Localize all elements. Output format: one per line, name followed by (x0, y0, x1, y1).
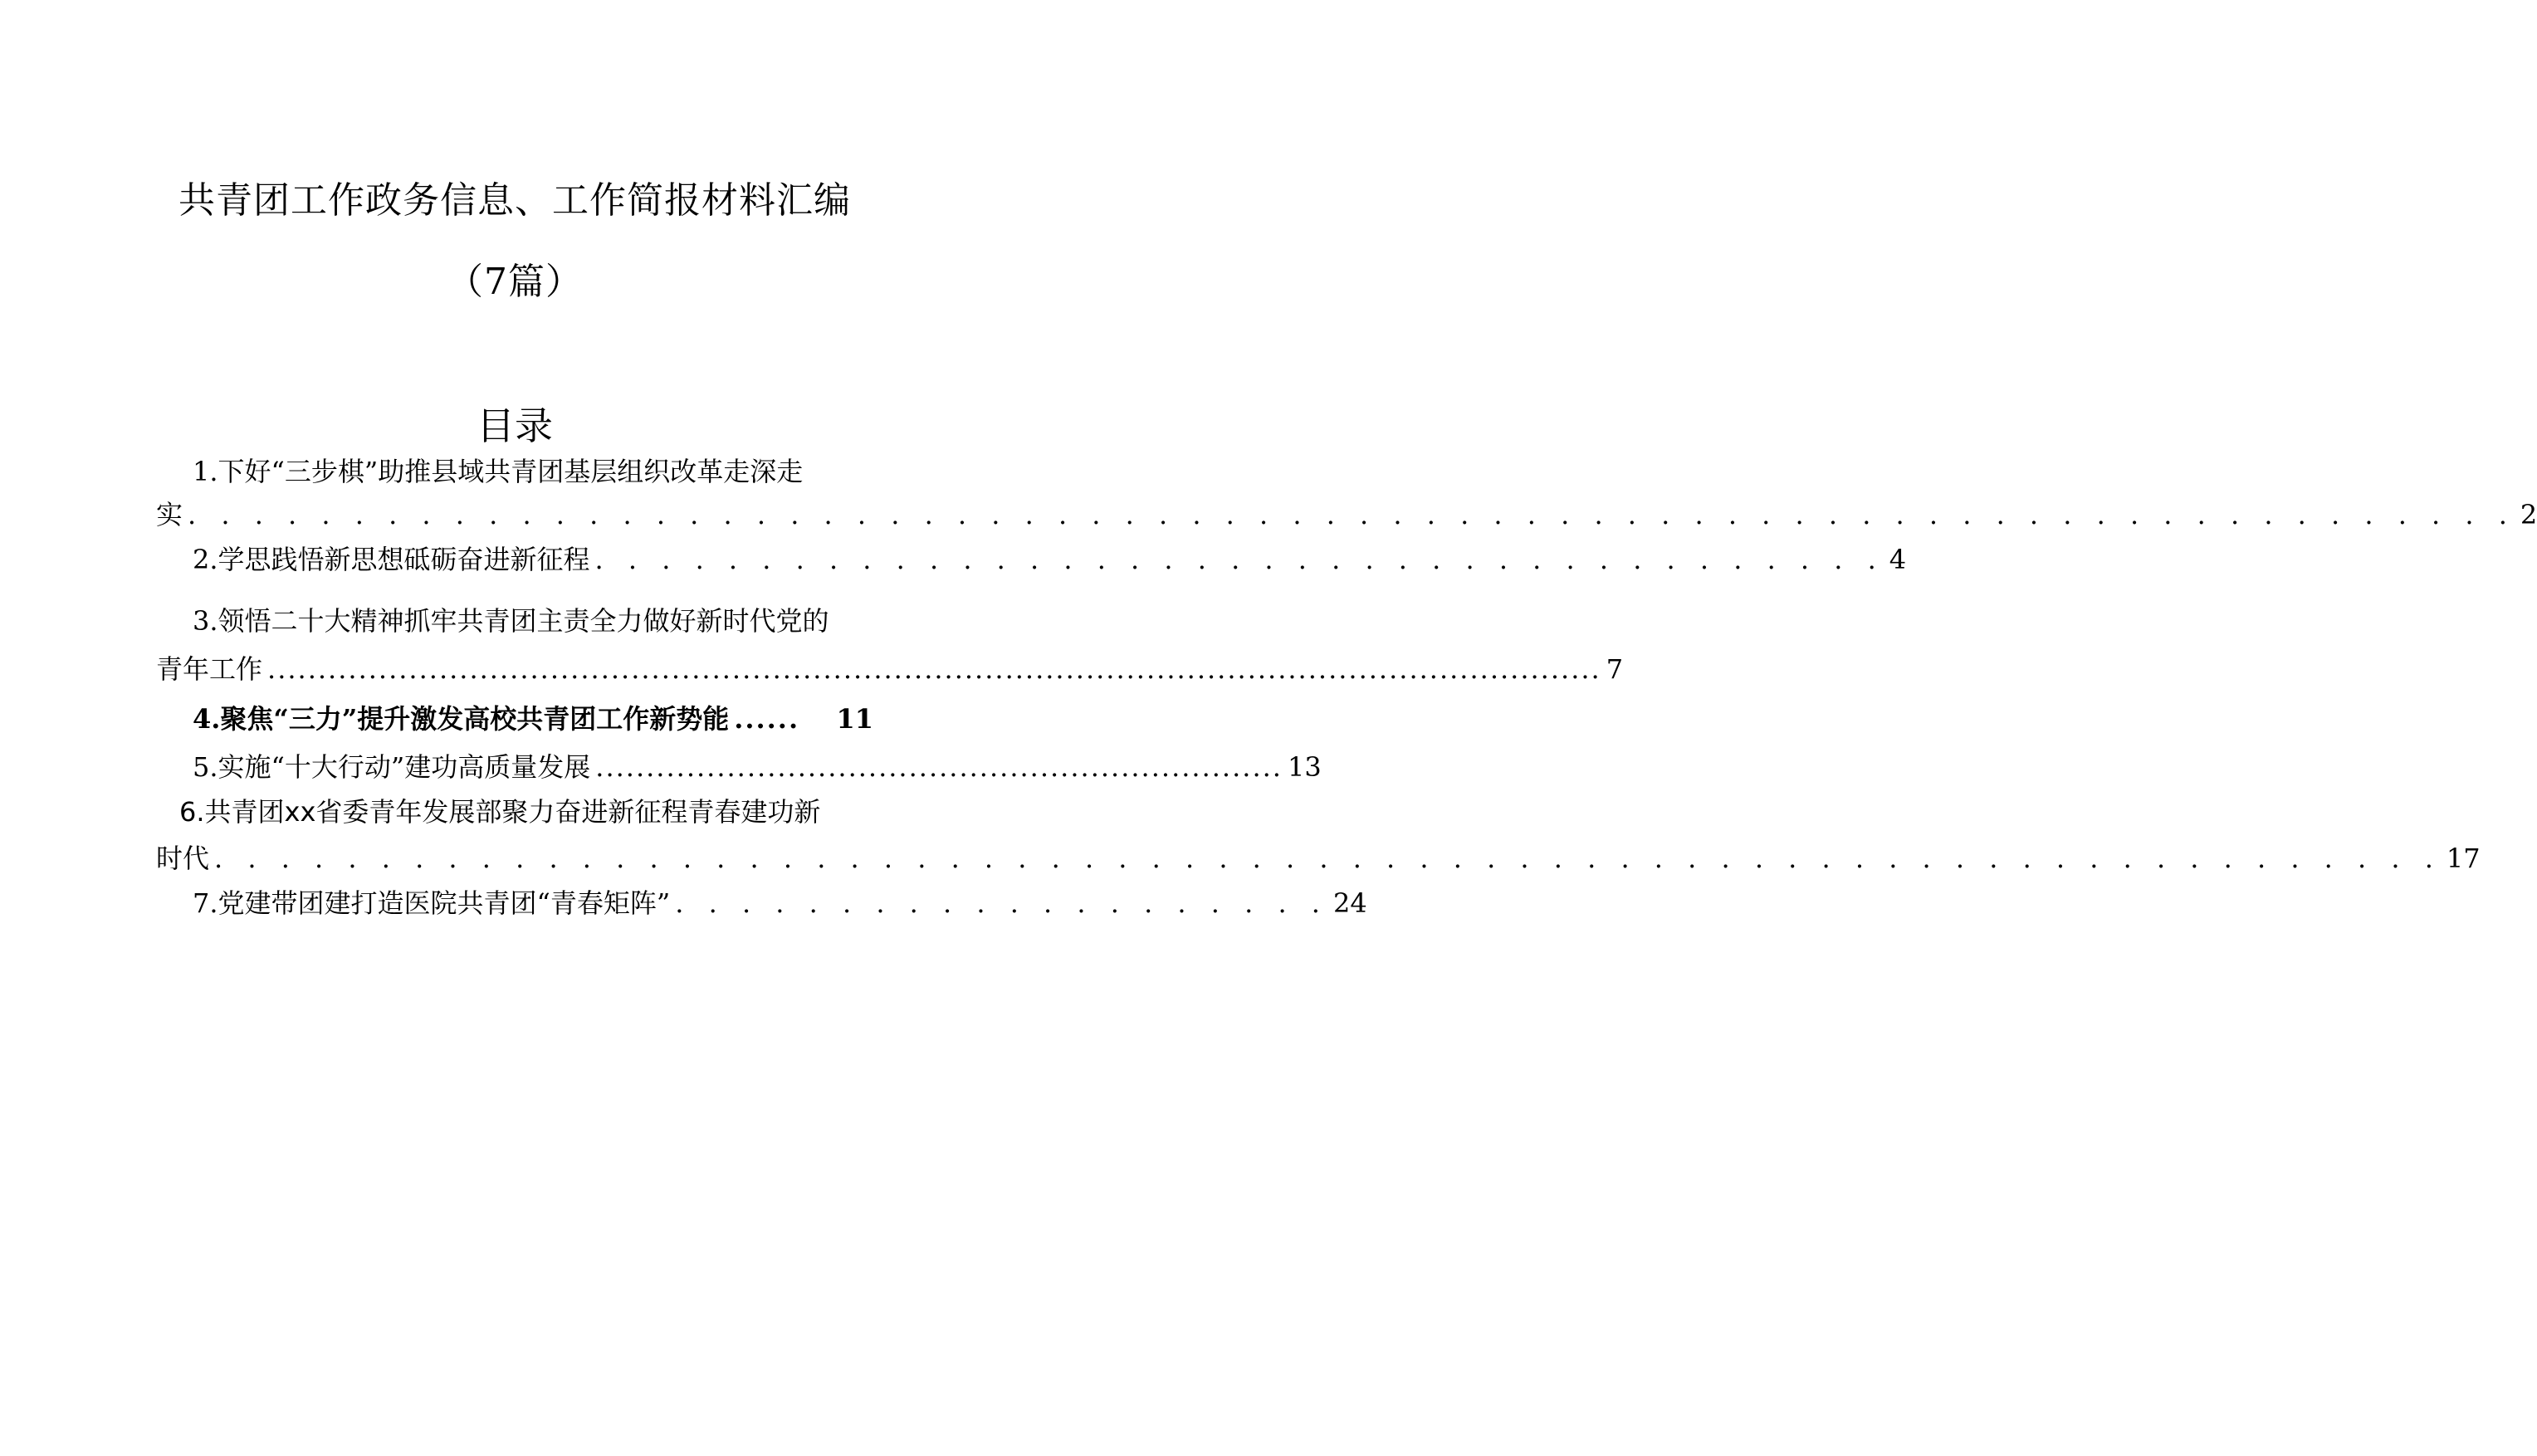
toc-entry-6-title: 6.共青团xx省委青年发展部聚力奋进新征程青春建功新 (179, 796, 821, 828)
toc-entry-2-leader: . . . . . . . . . . . . . . . . . . . . . . . . . . . . . . . . . . . . . . . (594, 544, 1884, 575)
toc-entry-3-title-continued: 青年工作 (156, 653, 263, 685)
document-title-count: （7篇） (447, 261, 583, 303)
toc-entry-6-leader: . . . . . . . . . . . . . . . . . . . . . . . . . . . . . . . . . . . . . . . . . . . . . . . . . . . . . . . . . . . . . . . . . . . (214, 843, 2442, 874)
toc-heading: 目录 (477, 403, 553, 448)
toc-entry-4-title: 4.聚焦“三力”提升激发高校共青团工作新势能 (193, 703, 730, 735)
toc-entry-7-leader: . . . . . . . . . . . . . . . . . . . . (675, 887, 1328, 919)
toc-entry-3-leader: .................................................................................................................................... (267, 653, 1601, 685)
toc-entry-6-page: 17 (2446, 843, 2481, 874)
document-title: 共青团工作政务信息、工作简报材料汇编 (178, 179, 851, 222)
toc-entry-7-title: 7.党建带团建打造医院共青团“青春矩阵” (193, 887, 671, 919)
toc-entry-1-title: 1.下好“三步棋”助推县域共青团基层组织改革走深走 (193, 456, 804, 487)
toc-entry-4-leader: ...... (734, 703, 800, 735)
toc-entry-2-title: 2.学思践悟新思想砥砺奋进新征程 (193, 544, 590, 575)
toc-entry-2-page: 4 (1889, 544, 1907, 575)
toc-entry-6-title-continued: 时代 (156, 843, 210, 874)
toc-entry-1-title-continued: 实 (156, 499, 183, 530)
toc-entry-5-page: 13 (1287, 751, 1322, 783)
toc-entry-5-title: 5.实施“十大行动”建功高质量发展 (193, 751, 591, 783)
toc-entry-1-leader: . . . . . . . . . . . . . . . . . . . . . . . . . . . . . . . . . . . . . . . . . . . . . . . . . . . . . . . . . . . . . . . . . . . . . . (188, 499, 2515, 530)
toc-entry-4-page: 11 (836, 703, 873, 735)
toc-entry-7-page: 24 (1332, 887, 1367, 919)
toc-entry-5-leader: .................................................................... (595, 751, 1283, 783)
toc-entry-1-page: 2 (2520, 499, 2537, 530)
toc-entry-3-title: 3.领悟二十大精神抓牢共青团主责全力做好新时代党的 (193, 605, 829, 637)
toc-entry-3-page: 7 (1606, 653, 1624, 685)
